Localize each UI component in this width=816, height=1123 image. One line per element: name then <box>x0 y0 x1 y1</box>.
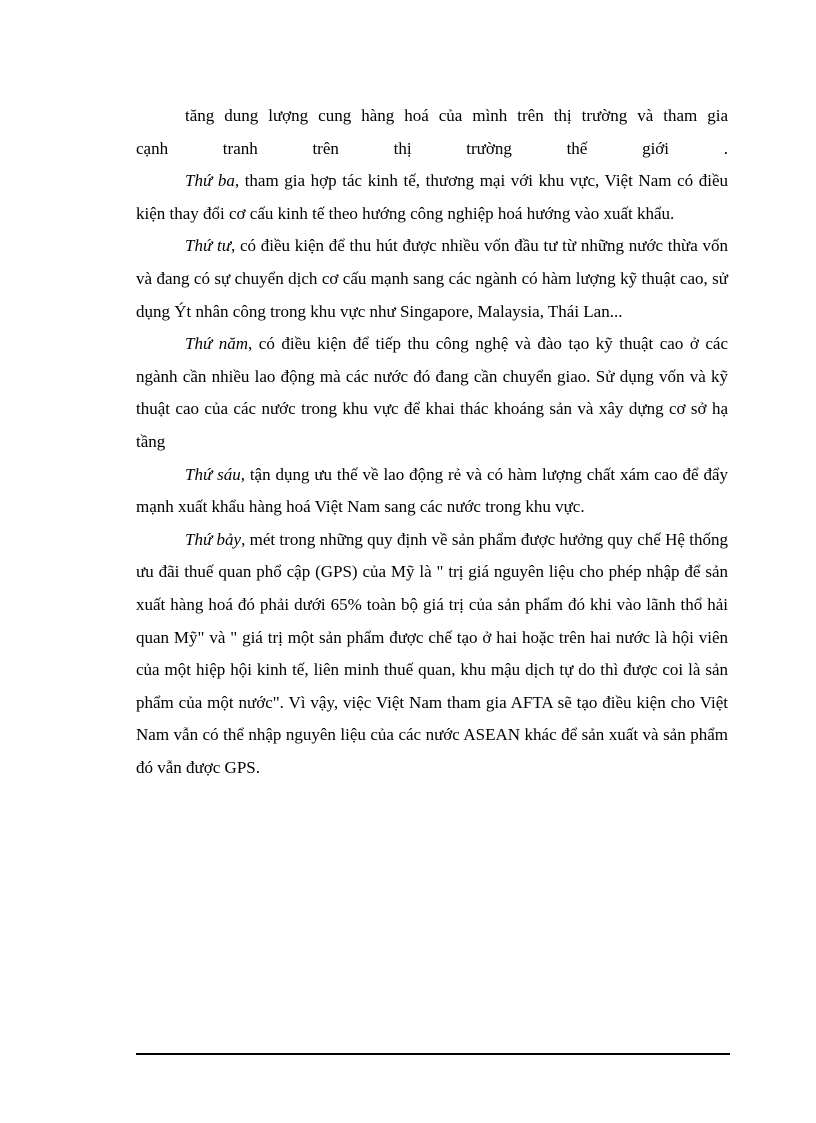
paragraph-text: , tham gia hợp tác kinh tế, thương mại với khu vực, Việt Nam có điều kiện thay đổi cơ cấu kinh tế theo hướng công nghiệp hoá hướng vào xuất khẩu. <box>136 171 728 223</box>
paragraph-lead: Thứ bảy <box>185 529 242 549</box>
paragraph-thu-nam <box>136 328 728 458</box>
paragraph-thu-ba <box>136 165 728 230</box>
paragraph-thu-sau <box>136 459 728 524</box>
body-text <box>136 100 728 784</box>
paragraph-continuation-line-1 <box>136 100 728 133</box>
paragraph-continuation-line-2 <box>136 133 728 166</box>
paragraph-text: , mét trong những quy định về sản phẩm được hưởng quy chế Hệ thống ưu đãi thuế quan phổ cập (GPS) của Mỹ là " trị giá nguyên liệu cho phép nhập để sản xuất hàng hoá đó phải dưới 65% toàn bộ giá trị của sản phẩm đó khi vào lãnh thổ hải quan Mỹ" và " giá trị một sản phẩm được chế tạo ở hai hoặc trên hai nước là hội viên của một hiệp hội kinh tế, liên minh thuế quan, khu mậu dịch tự do thì được coi là sản phẩm của một nước". Vì vậy, việc Việt Nam tham gia AFTA sẽ tạo điều kiện cho Việt Nam vẫn có thể nhập nguyên liệu của các nước ASEAN khác để sản xuất và sản phẩm đó vẫn được GPS. <box>136 529 728 777</box>
paragraph-lead: Thứ tư <box>185 236 231 256</box>
paragraph-text: tăng dung lượng cung hàng hoá của mình trên thị trường và tham gia <box>185 106 728 125</box>
footer-rule <box>136 1053 730 1055</box>
paragraph-text: , có điều kiện để tiếp thu công nghệ và đào tạo kỹ thuật cao ở các ngành cần nhiều lao động mà các nước đó đang cần chuyển giao. Sử dụng vốn và kỹ thuật cao của các nước trong khu vực để khai thác khoáng sản và xây dựng cơ sở hạ tầng <box>136 334 728 451</box>
paragraph-thu-tu <box>136 230 728 328</box>
paragraph-text: , có điều kiện để thu hút được nhiều vốn đầu tư từ những nước thừa vốn và đang có sự chuyển dịch cơ cấu mạnh sang các ngành có hàm lượng kỹ thuật cao, sử dụng Ýt nhân công trong khu vực như Singapore, Malaysia, Thái Lan... <box>136 236 728 321</box>
paragraph-lead: Thứ ba <box>185 171 235 191</box>
paragraph-text: , tận dụng ưu thế về lao động rẻ và có hàm lượng chất xám cao để đẩy mạnh xuất khẩu hàng hoá Việt Nam sang các nước trong khu vực. <box>136 464 729 517</box>
paragraph-text: cạnh tranh trên thị trường thế giới . <box>136 138 728 158</box>
paragraph-lead: Thứ sáu <box>185 464 241 484</box>
paragraph-thu-bay <box>136 524 728 785</box>
paragraph-lead: Thứ năm <box>185 334 249 354</box>
